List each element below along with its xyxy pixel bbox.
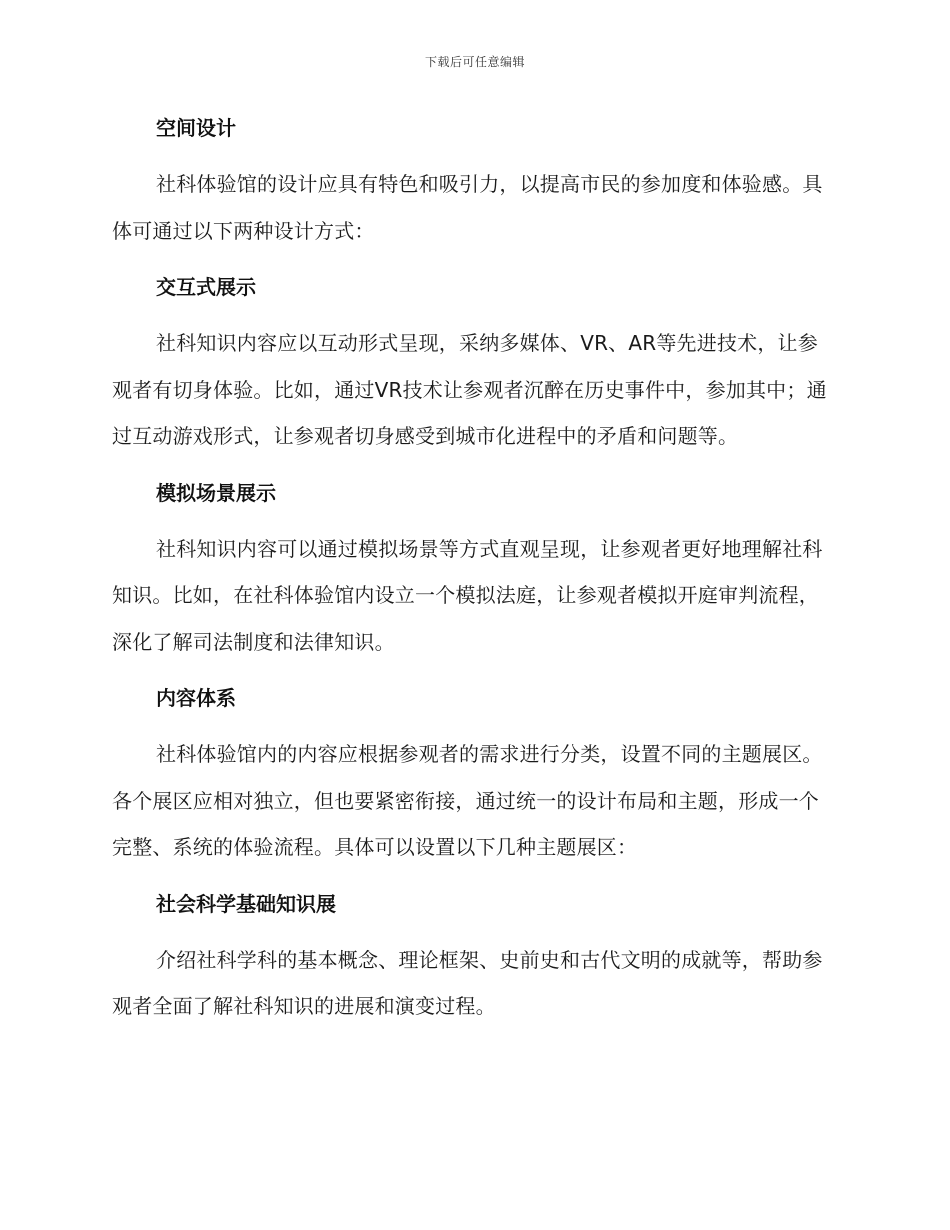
- page-header: 下载后可任意编辑: [424, 55, 525, 69]
- section-paragraph-content-system: 社科体验馆内的内容应根据参观者的需求进行分类，设置不同的主题展区。各个展区应相对独立，但也要紧密衔接，通过统一的设计布局和主题，形成一个完整、系统的体验流程。具体可以设置以下几种主题展区：: [112, 742, 823, 859]
- section-heading-space-design: 空间设计: [156, 116, 236, 140]
- section-paragraph-social-science-basics: 介绍社科学科的基本概念、理论框架、史前史和古代文明的成就等，帮助参观者全面了解社科知识的进展和演变过程。: [112, 947, 823, 1018]
- document-body: [112, 114, 834, 1030]
- section-paragraph-space-design: 社科体验馆的设计应具有特色和吸引力，以提高市民的参加度和体验感。具体可通过以下两种设计方式：: [112, 172, 823, 243]
- section-paragraph-simulated-scene: 社科知识内容可以通过模拟场景等方式直观呈现，让参观者更好地理解社科知识。比如，在社科体验馆内设立一个模拟法庭，让参观者模拟开庭审判流程，深化了解司法制度和法律知识。: [112, 536, 823, 654]
- section-heading-simulated-scene: 模拟场景展示: [156, 480, 276, 505]
- section-heading-social-science-basics: 社会科学基础知识展: [156, 891, 336, 916]
- section-heading-interactive-display: 交互式展示: [156, 275, 256, 299]
- section-paragraph-interactive-display: 社科知识内容应以互动形式呈现，采纳多媒体、VR、AR等先进技术，让参观者有切身体验。比如，通过VR技术让参观者沉醉在历史事件中，参加其中；通过互动游戏形式，让参观者切身感受到城市化进程中的矛盾和问题等。: [112, 331, 827, 448]
- section-heading-content-system: 内容体系: [156, 686, 236, 710]
